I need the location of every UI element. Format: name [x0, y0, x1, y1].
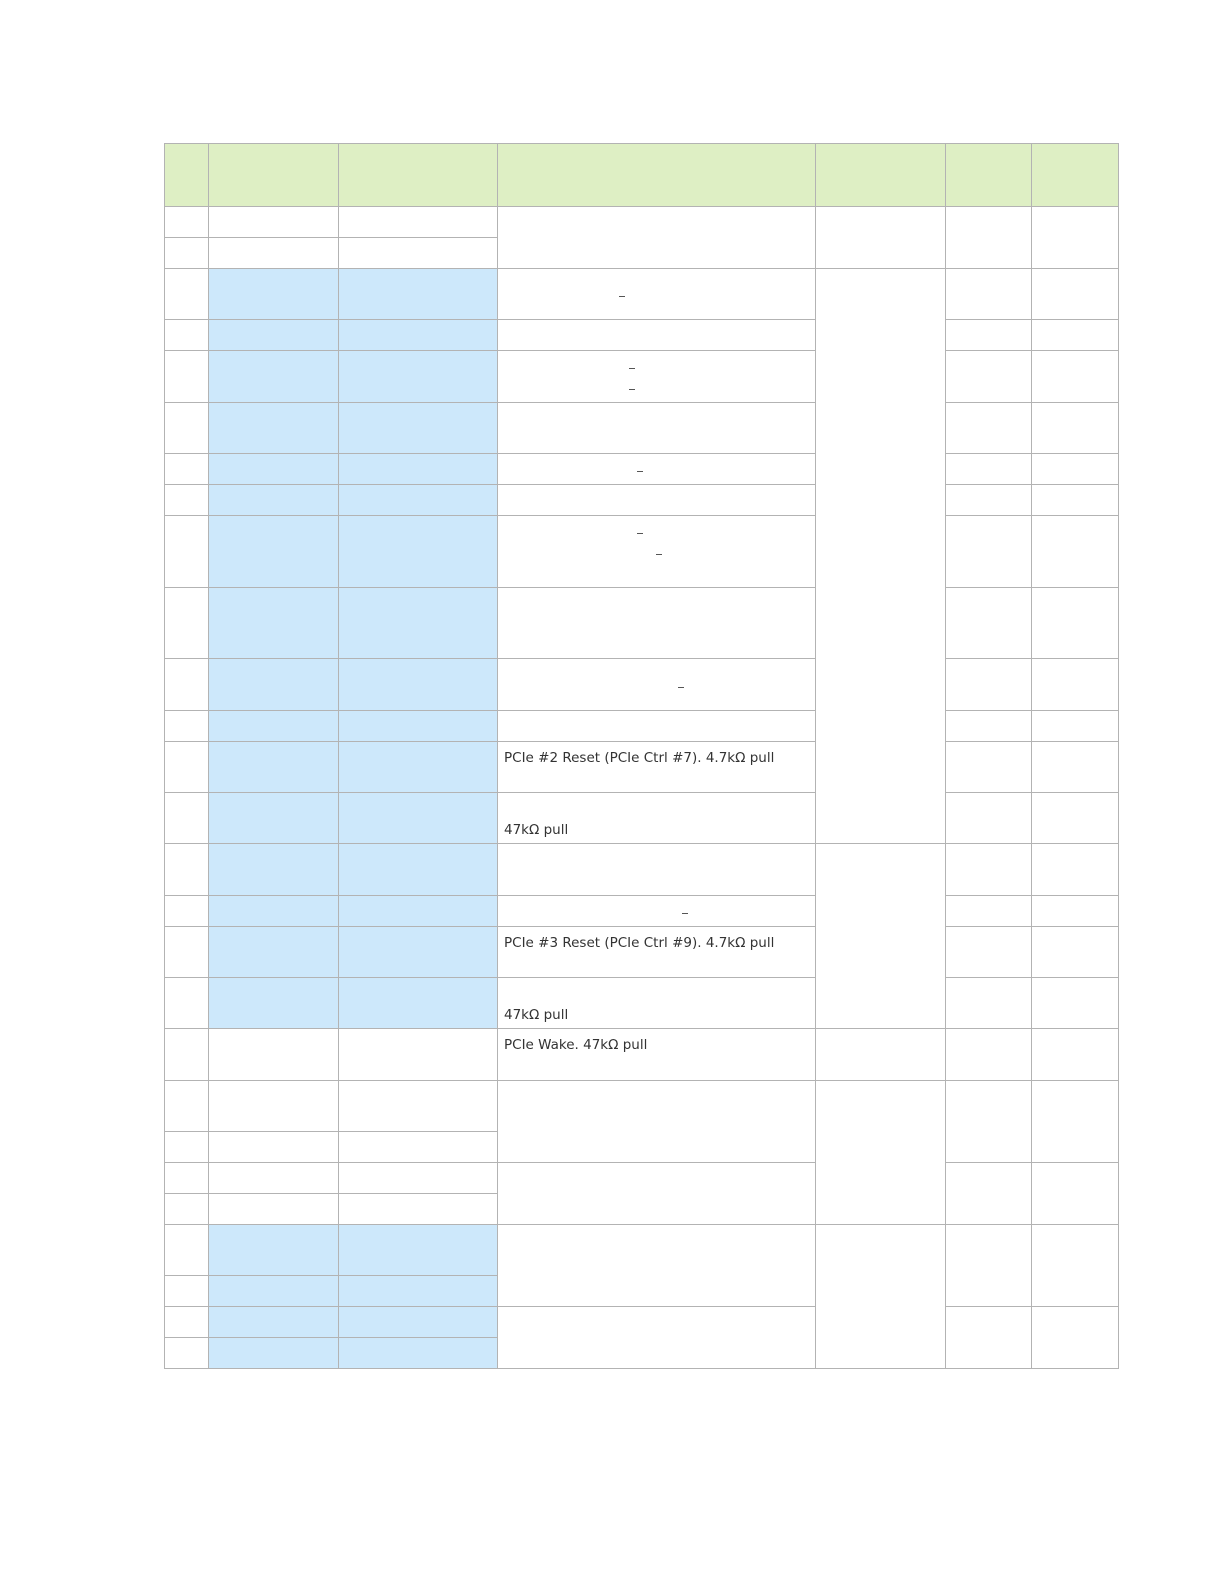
header-cell [339, 144, 498, 207]
table-cell [209, 927, 339, 978]
table-cell [339, 207, 498, 238]
table-row [165, 1029, 1119, 1081]
table-cell [1032, 1081, 1119, 1163]
table-cell [209, 844, 339, 896]
table-cell [165, 238, 209, 269]
table-cell [165, 320, 209, 351]
table-cell [816, 1029, 946, 1081]
table-cell [1032, 927, 1119, 978]
table-cell [165, 1029, 209, 1081]
table-cell [498, 320, 816, 351]
table-cell [209, 454, 339, 485]
table-cell [498, 844, 816, 896]
table-cell [498, 269, 816, 320]
table-cell [1032, 403, 1119, 454]
header-cell [498, 144, 816, 207]
table-cell [339, 1338, 498, 1369]
table-cell [165, 588, 209, 659]
table-cell [498, 1081, 816, 1163]
table-cell [816, 269, 946, 844]
table-cell [165, 1081, 209, 1132]
table-cell [339, 1081, 498, 1132]
table-cell [498, 896, 816, 927]
table-cell [209, 207, 339, 238]
table-cell [165, 207, 209, 238]
table-cell [946, 978, 1032, 1029]
table-cell [946, 659, 1032, 711]
table-row [165, 588, 1119, 659]
underscore-mark [619, 296, 625, 297]
table-cell [165, 351, 209, 403]
table-cell [209, 742, 339, 793]
table-cell [498, 1225, 816, 1307]
table-cell [946, 1163, 1032, 1225]
table-cell [165, 1194, 209, 1225]
table-cell [209, 1307, 339, 1338]
table-row [165, 927, 1119, 978]
table-cell [209, 1081, 339, 1132]
table-row [165, 1307, 1119, 1338]
table-cell [339, 516, 498, 588]
table-cell [209, 659, 339, 711]
table-cell [946, 320, 1032, 351]
underscore-mark [629, 368, 635, 369]
table-cell [209, 1029, 339, 1081]
table-cell [946, 793, 1032, 844]
table-cell [209, 711, 339, 742]
table-row [165, 320, 1119, 351]
table-row [165, 207, 1119, 238]
table-cell [339, 1276, 498, 1307]
description-cell: 47kΩ pull [498, 978, 816, 1029]
table-cell [209, 1225, 339, 1276]
underscore-mark [637, 533, 643, 534]
table-cell [339, 403, 498, 454]
table-cell [946, 927, 1032, 978]
table-cell [165, 927, 209, 978]
table-row [165, 516, 1119, 588]
table-cell [1032, 351, 1119, 403]
underscore-mark [629, 389, 635, 390]
table-cell [816, 207, 946, 269]
table-cell [209, 485, 339, 516]
header-cell [1032, 144, 1119, 207]
table-cell [339, 351, 498, 403]
table-cell [946, 1081, 1032, 1163]
table-cell [816, 1081, 946, 1225]
table-cell [816, 844, 946, 1029]
table-cell [1032, 320, 1119, 351]
table-cell [165, 1132, 209, 1163]
table-cell [339, 659, 498, 711]
table-row [165, 1225, 1119, 1276]
description-cell: PCIe #2 Reset (PCIe Ctrl #7). 4.7kΩ pull [498, 742, 816, 793]
table-row [165, 844, 1119, 896]
table-cell [165, 844, 209, 896]
table-cell [339, 793, 498, 844]
table-cell [339, 320, 498, 351]
table-cell [165, 454, 209, 485]
table-cell [339, 844, 498, 896]
table-row [165, 351, 1119, 403]
table-cell [165, 516, 209, 588]
table-cell [946, 711, 1032, 742]
table-cell [1032, 1307, 1119, 1369]
table-cell [946, 516, 1032, 588]
table-cell [339, 1194, 498, 1225]
table-cell [946, 403, 1032, 454]
table-cell [1032, 516, 1119, 588]
table-cell [339, 978, 498, 1029]
table-cell [1032, 978, 1119, 1029]
table-cell [498, 485, 816, 516]
table-cell [165, 742, 209, 793]
table-cell [946, 485, 1032, 516]
description-cell: PCIe #3 Reset (PCIe Ctrl #9). 4.7kΩ pull [498, 927, 816, 978]
table-cell [209, 1163, 339, 1194]
table-row [165, 742, 1119, 793]
table-cell [165, 1307, 209, 1338]
table-cell [165, 1163, 209, 1194]
table-row [165, 1163, 1119, 1194]
table-cell [946, 454, 1032, 485]
table-cell [946, 588, 1032, 659]
table-cell [339, 588, 498, 659]
table-cell [1032, 844, 1119, 896]
table-cell [1032, 269, 1119, 320]
table-row [165, 711, 1119, 742]
table-cell [209, 351, 339, 403]
table-cell [339, 1132, 498, 1163]
table-cell [1032, 485, 1119, 516]
table-cell [339, 454, 498, 485]
table-row [165, 403, 1119, 454]
table-cell [339, 238, 498, 269]
table-cell [498, 207, 816, 269]
table-cell [339, 927, 498, 978]
table-cell [165, 485, 209, 516]
pin-description-table [164, 143, 1119, 1369]
table-cell [498, 351, 816, 403]
table-cell [209, 1132, 339, 1163]
table-cell [946, 269, 1032, 320]
table-cell [209, 516, 339, 588]
table-cell [1032, 659, 1119, 711]
table-cell [498, 1307, 816, 1369]
table-header-row [165, 144, 1119, 207]
table-cell [165, 659, 209, 711]
table-cell [816, 1225, 946, 1369]
table-cell [339, 269, 498, 320]
table-cell [209, 1194, 339, 1225]
table-cell [165, 1225, 209, 1276]
table-cell [165, 896, 209, 927]
table-cell [339, 1225, 498, 1276]
table-cell [209, 793, 339, 844]
table-cell [1032, 793, 1119, 844]
table-cell [1032, 588, 1119, 659]
table-cell [946, 844, 1032, 896]
description-cell: 47kΩ pull [498, 793, 816, 844]
table-cell [498, 516, 816, 588]
table-cell [165, 1338, 209, 1369]
table-cell [165, 978, 209, 1029]
table-cell [946, 742, 1032, 793]
underscore-mark [656, 554, 662, 555]
table-cell [946, 1029, 1032, 1081]
table-cell [209, 320, 339, 351]
header-cell [209, 144, 339, 207]
table-cell [1032, 454, 1119, 485]
table-cell [165, 403, 209, 454]
table-cell [1032, 711, 1119, 742]
table-cell [946, 896, 1032, 927]
table-row [165, 485, 1119, 516]
header-cell [165, 144, 209, 207]
table-row [165, 978, 1119, 1029]
table-cell [498, 588, 816, 659]
header-cell [946, 144, 1032, 207]
table-row [165, 659, 1119, 711]
table-cell [165, 793, 209, 844]
table-cell [339, 711, 498, 742]
table-cell [1032, 742, 1119, 793]
table-cell [1032, 1163, 1119, 1225]
table-cell [1032, 1225, 1119, 1307]
header-cell [816, 144, 946, 207]
underscore-mark [637, 471, 643, 472]
table-cell [209, 978, 339, 1029]
table-row [165, 896, 1119, 927]
table-cell [209, 403, 339, 454]
description-cell: PCIe Wake. 47kΩ pull [498, 1029, 816, 1081]
table-cell [946, 351, 1032, 403]
underscore-mark [678, 687, 684, 688]
table-cell [498, 1163, 816, 1225]
table-cell [339, 1307, 498, 1338]
table-cell [209, 238, 339, 269]
table-cell [209, 896, 339, 927]
table-cell [498, 711, 816, 742]
table-row [165, 1081, 1119, 1132]
table-cell [498, 659, 816, 711]
table-cell [498, 454, 816, 485]
table-cell [209, 269, 339, 320]
table-row [165, 269, 1119, 320]
table-cell [946, 1307, 1032, 1369]
table-cell [165, 1276, 209, 1307]
table-cell [339, 1163, 498, 1194]
table-cell [1032, 896, 1119, 927]
table-cell [1032, 1029, 1119, 1081]
underscore-mark [682, 913, 688, 914]
table-cell [339, 742, 498, 793]
table-cell [339, 896, 498, 927]
table-cell [209, 588, 339, 659]
table-cell [209, 1276, 339, 1307]
table-cell [1032, 207, 1119, 269]
table-cell [165, 711, 209, 742]
table-cell [339, 485, 498, 516]
table-cell [946, 1225, 1032, 1307]
table-cell [946, 207, 1032, 269]
table-cell [209, 1338, 339, 1369]
table-cell [339, 1029, 498, 1081]
table-row [165, 454, 1119, 485]
table-cell [165, 269, 209, 320]
table-row [165, 793, 1119, 844]
table-cell [498, 403, 816, 454]
